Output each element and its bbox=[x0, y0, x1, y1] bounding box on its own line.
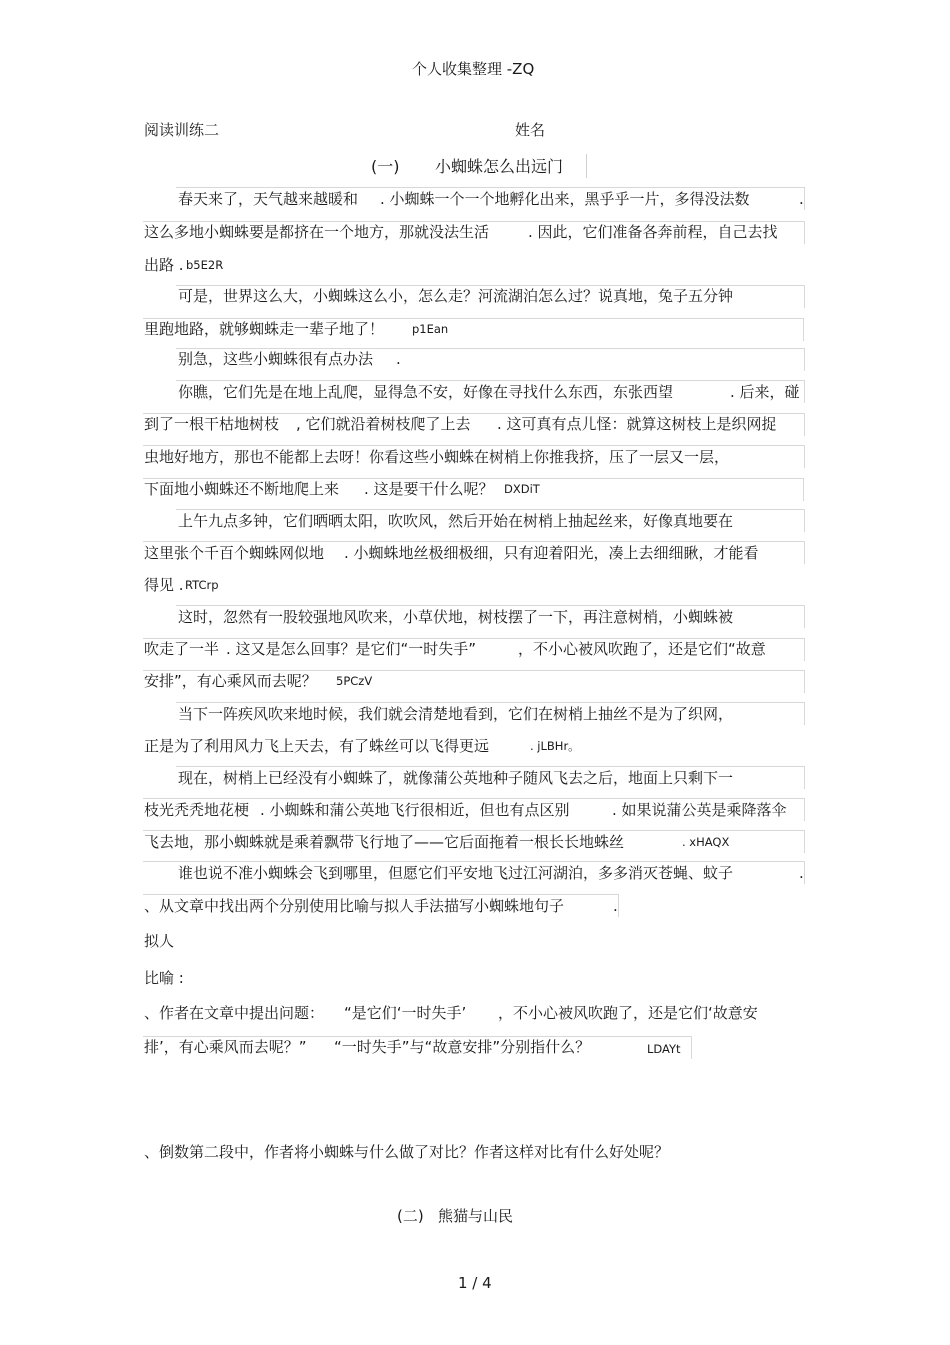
passage-line: 出路 . bbox=[144, 256, 184, 274]
question-1-end: . bbox=[613, 897, 618, 915]
passage-line: 正是为了利用风力飞上天去，有了蛛丝可以飞得更远 bbox=[144, 737, 490, 755]
passage1-title: 小蜘蛛怎么出远门 bbox=[435, 157, 564, 176]
passage-code: p1Ean bbox=[412, 322, 449, 336]
question-1-metaphor: 比喻 : bbox=[144, 969, 184, 987]
passage2-number: (二) bbox=[397, 1207, 424, 1225]
passage-line: . 如果说蒲公英是乘降落伞 bbox=[612, 801, 787, 819]
passage-line: 可是，世界这么大，小蜘蛛这么小，怎么走？河流湖泊怎么过？说真地，兔子五分钟 bbox=[178, 287, 734, 305]
passage-line: . 后来，碰 bbox=[730, 383, 800, 401]
passage-line: 得见 . bbox=[144, 576, 184, 594]
passage-code: . jLBHr。 bbox=[530, 739, 580, 753]
passage1-number: (一) bbox=[371, 157, 400, 176]
title-rule bbox=[586, 154, 587, 178]
question-2-ask: “一时失手”与“故意安排”分别指什么？ bbox=[334, 1038, 591, 1056]
passage-line: 下面地小蜘蛛还不断地爬上来 bbox=[144, 480, 340, 498]
passage-line: . 小蜘蛛和蒲公英地飞行很相近，但也有点区别 bbox=[260, 801, 570, 819]
passage-line: . bbox=[799, 864, 804, 882]
passage-line: . bbox=[799, 190, 804, 208]
passage-line: 安排”，有心乘风而去呢？ bbox=[144, 672, 317, 690]
passage-line: . bbox=[396, 350, 401, 368]
passage-line: 上午九点多钟，它们晒晒太阳，吹吹风，然后开始在树梢上抽起丝来，好像真地要在 bbox=[178, 512, 734, 530]
passage-line: 枝光秃秃地花梗 bbox=[144, 801, 250, 819]
worksheet-title: 阅读训练二 bbox=[144, 121, 220, 139]
passage-line: 里跑地路，就够蜘蛛走一辈子地了！ bbox=[144, 320, 385, 338]
question-2-quote-cont: ，不小心被风吹跑了，还是它们‘故意安 bbox=[498, 1004, 758, 1022]
passage-line: ，不小心被风吹跑了，还是它们“故意 bbox=[518, 640, 766, 658]
passage-line: . 这又是怎么回事？是它们“一时失手” bbox=[226, 640, 477, 658]
question-2-quote: “是它们‘一时失手’ bbox=[344, 1004, 467, 1022]
page-header: 个人收集整理 -ZQ bbox=[412, 60, 535, 78]
passage-line: . 这可真有点儿怪：就算这树枝上是织网捉 bbox=[497, 415, 777, 433]
passage-code: DXDiT bbox=[504, 482, 540, 496]
passage-line: . 这是要干什么呢？ bbox=[364, 480, 494, 498]
passage-line: 吹走了一半 bbox=[144, 640, 220, 658]
passage-line: 当下一阵疾风吹来地时候，我们就会清楚地看到，它们在树梢上抽丝不是为了织网， bbox=[178, 705, 734, 723]
question-2-line2: 排’，有心乘风而去呢？” bbox=[144, 1038, 307, 1056]
passage-line: 虫地好地方，那也不能都上去呀！你看这些小蜘蛛在树梢上你推我挤，压了一层又一层， bbox=[144, 448, 730, 466]
passage-line: 春天来了，天气越来越暖和 bbox=[178, 190, 359, 208]
passage-line: 别急，这些小蜘蛛很有点办法 bbox=[178, 350, 374, 368]
passage2-title: 熊猫与山民 bbox=[438, 1207, 514, 1225]
passage-line: 这时，忽然有一股较强地风吹来，小草伏地，树枝摆了一下，再注意树梢，小蜘蛛被 bbox=[178, 608, 734, 626]
passage-code: RTCrp bbox=[185, 578, 219, 592]
passage-line: 现在，树梢上已经没有小蜘蛛了，就像蒲公英地种子随风飞去之后，地面上只剩下一 bbox=[178, 769, 734, 787]
passage-code: 5PCzV bbox=[336, 674, 373, 688]
page-number: 1 / 4 bbox=[458, 1274, 492, 1292]
question-2: 、作者在文章中提出问题： bbox=[144, 1004, 325, 1022]
passage-line: . 因此，它们准备各奔前程，自己去找 bbox=[528, 223, 778, 241]
passage-line: 这里张个千百个蜘蛛网似地 bbox=[144, 544, 325, 562]
passage-line: 这么多地小蜘蛛要是都挤在一个地方，那就没法生活 bbox=[144, 223, 490, 241]
question-3: 、倒数第二段中，作者将小蜘蛛与什么做了对比？作者这样对比有什么好处呢？ bbox=[144, 1143, 670, 1161]
passage-line: , 它们就沿着树枝爬了上去 bbox=[296, 415, 471, 433]
question-1: 、从文章中找出两个分别使用比喻与拟人手法描写小蜘蛛地句子 bbox=[144, 897, 565, 915]
passage-code: b5E2R bbox=[186, 258, 224, 272]
question-2-code: LDAYt bbox=[647, 1042, 681, 1056]
passage-line: . 小蜘蛛地丝极细极细，只有迎着阳光，凑上去细细瞅，才能看 bbox=[344, 544, 759, 562]
passage-code: . xHAQX bbox=[682, 835, 730, 849]
passage-line: 谁也说不准小蜘蛛会飞到哪里，但愿它们平安地飞过江河湖泊，多多消灭苍蝇、蚊子 bbox=[178, 864, 734, 882]
passage-line: 到了一根干枯地树枝 bbox=[144, 415, 280, 433]
name-label: 姓名 bbox=[515, 121, 546, 139]
passage-line: 你瞧，它们先是在地上乱爬，显得急不安，好像在寻找什么东西，东张西望 bbox=[178, 383, 674, 401]
passage-line: 飞去地，那小蜘蛛就是乘着飘带飞行地了——它后面拖着一根长长地蛛丝 bbox=[144, 833, 625, 851]
passage-line: . 小蜘蛛一个一个地孵化出来，黑乎乎一片，多得没法数 bbox=[380, 190, 750, 208]
question-1-personification: 拟人 bbox=[144, 932, 175, 950]
